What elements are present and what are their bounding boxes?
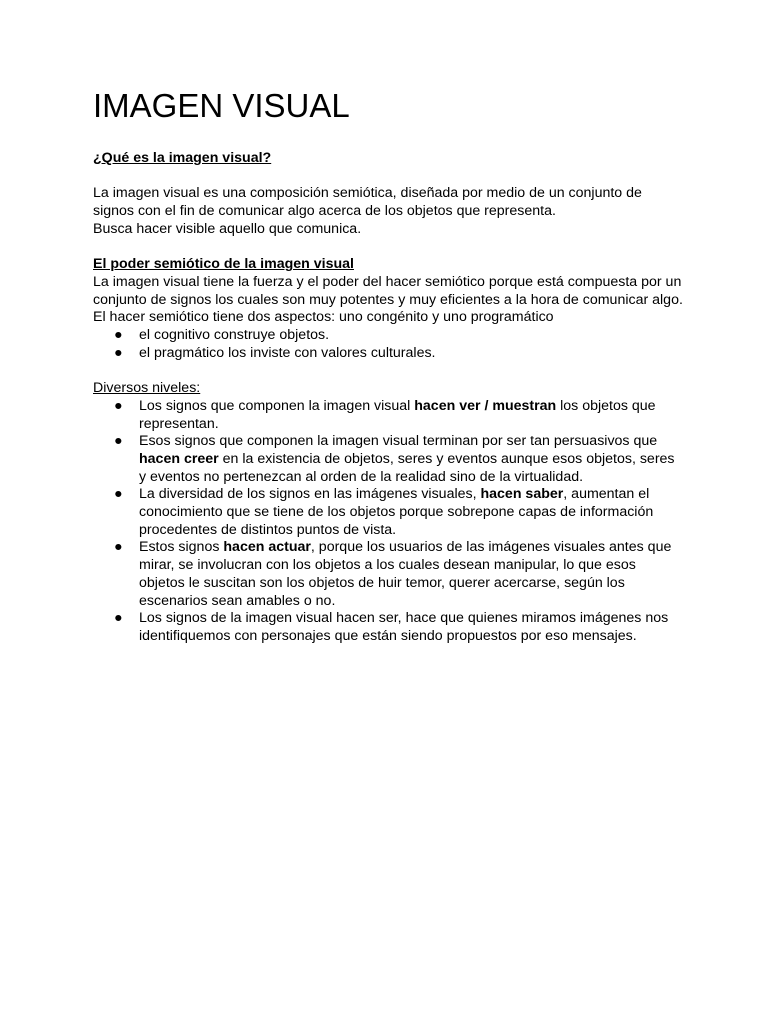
- paragraph-definition: La imagen visual es una composición semiótica, diseñada por medio de un conjunto de signos con el fin de comunicar algo acerca de los objetos que representa.: [93, 185, 642, 220]
- list-item: [93, 345, 683, 363]
- list-item: [93, 539, 683, 610]
- bullet-icon: ●: [114, 344, 123, 361]
- document-body: [93, 150, 683, 646]
- list-item: [93, 433, 683, 486]
- paragraph-purpose: Busca hacer visible aquello que comunica.: [93, 220, 362, 237]
- list-item-emphasis: hacen actuar: [223, 539, 311, 556]
- bullet-icon: ●: [114, 433, 123, 450]
- section-heading-poder-semiotico: El poder semiótico de la imagen visual: [93, 256, 354, 273]
- list-item-text-post: los objetos que representan.: [139, 397, 656, 432]
- document-title: IMAGEN VISUAL: [93, 87, 350, 124]
- list-item: [93, 610, 683, 645]
- paragraph-aspectos: El hacer semiótico tiene dos aspectos: uno congénito y uno programático: [93, 309, 554, 326]
- list-item-text-pre: Esos signos que componen la imagen visual terminan por ser tan persuasivos que: [139, 433, 658, 450]
- list-item-text-post: , porque los usuarios de las imágenes visuales antes que mirar, se involucran con los objetos a los cuales desean manipular, lo que esos objetos le suscitan son los objetos de huir temor, querer acercarse, según los escenarios sean amables o no.: [139, 539, 672, 609]
- list-item-emphasis: hacen creer: [139, 450, 219, 467]
- list-item-emphasis: hacen saber: [480, 486, 564, 503]
- list-item: [93, 327, 683, 345]
- section-heading-diversos-niveles: Diversos niveles:: [93, 380, 201, 397]
- bullet-icon: ●: [114, 610, 123, 627]
- list-item-text-pre: La diversidad de los signos en las imágenes visuales,: [139, 486, 481, 503]
- spacer: [93, 168, 683, 186]
- spacer: [93, 239, 683, 257]
- list-item-text-post: , aumentan el conocimiento que se tiene de los objetos porque sobrepone capas de información procedentes de distintos puntos de vista.: [139, 486, 654, 538]
- bullet-icon: ●: [114, 397, 123, 414]
- bullet-icon: ●: [114, 539, 123, 556]
- bullet-icon: ●: [114, 327, 123, 343]
- list-item-text-pre: Los signos de la imagen visual hacen ser, hace que quienes miramos imágenes nos identifiquemos con personajes que están siendo propuestos por eso mensajes.: [139, 610, 669, 644]
- section-heading-que-es: ¿Qué es la imagen visual?: [93, 150, 272, 166]
- document-content: [93, 86, 683, 646]
- niveles-list: [93, 398, 683, 646]
- list-item-text: el cognitivo construye objetos.: [139, 327, 330, 343]
- list-item: [93, 398, 683, 433]
- list-item-emphasis: hacen ver / muestran: [414, 397, 557, 414]
- bullet-icon: ●: [114, 486, 123, 503]
- paragraph-poder: La imagen visual tiene la fuerza y el poder del hacer semiótico porque está compuesta por un conjunto de signos los cuales son muy potentes y muy eficientes a la hora de comunicar algo.: [93, 273, 683, 308]
- spacer: [93, 362, 683, 380]
- list-item-text-post: en la existencia de objetos, seres y eventos aunque esos objetos, seres y eventos no pertenezcan al orden de la realidad sino de la virtualidad.: [139, 450, 675, 485]
- list-item: [93, 486, 683, 539]
- aspectos-list: [93, 327, 683, 362]
- list-item-text-pre: Los signos que componen la imagen visual: [139, 397, 415, 414]
- list-item-text-pre: Estos signos: [139, 539, 224, 556]
- list-item-text: el pragmático los inviste con valores culturales.: [139, 344, 436, 361]
